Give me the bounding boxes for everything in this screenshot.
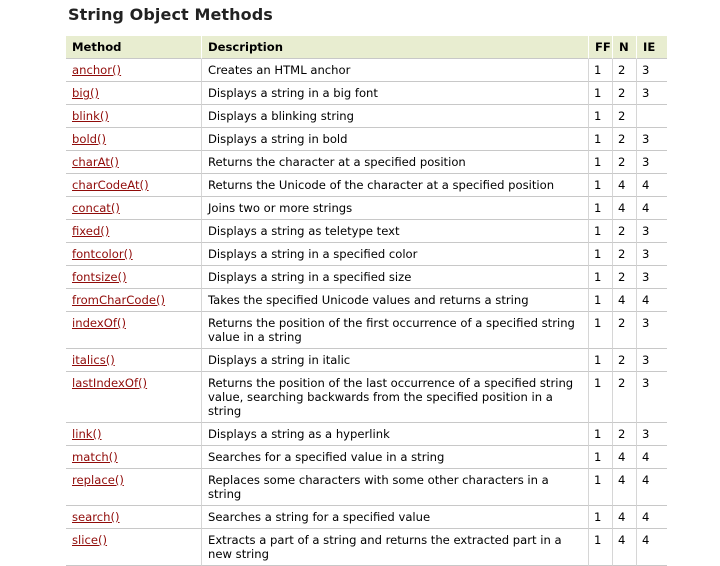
ff-version-cell: 1 bbox=[589, 82, 613, 105]
method-link[interactable]: slice() bbox=[72, 533, 108, 547]
ie-version-cell: 3 bbox=[637, 82, 667, 105]
method-link[interactable]: big() bbox=[72, 86, 99, 100]
method-link[interactable]: concat() bbox=[72, 201, 120, 215]
table-row bbox=[66, 469, 667, 506]
ff-version-cell: 1 bbox=[589, 151, 613, 174]
table-row bbox=[66, 506, 667, 529]
ff-version-cell: 1 bbox=[589, 529, 613, 566]
n-version-cell: 4 bbox=[613, 469, 637, 506]
method-cell bbox=[66, 529, 202, 566]
method-link[interactable]: blink() bbox=[72, 109, 109, 123]
table-row bbox=[66, 243, 667, 266]
n-version-cell: 4 bbox=[613, 446, 637, 469]
description-cell: Displays a blinking string bbox=[202, 105, 589, 128]
ie-version-cell: 4 bbox=[637, 197, 667, 220]
method-cell bbox=[66, 349, 202, 372]
ie-version-cell: 3 bbox=[637, 220, 667, 243]
n-version-cell: 4 bbox=[613, 174, 637, 197]
description-cell: Replaces some characters with some other characters in a string bbox=[202, 469, 589, 506]
table-row bbox=[66, 220, 667, 243]
method-link[interactable]: charCodeAt() bbox=[72, 178, 149, 192]
n-version-cell: 2 bbox=[613, 243, 637, 266]
method-link[interactable]: fromCharCode() bbox=[72, 293, 166, 307]
n-version-cell: 2 bbox=[613, 423, 637, 446]
method-link[interactable]: match() bbox=[72, 450, 118, 464]
method-cell bbox=[66, 266, 202, 289]
n-version-cell: 2 bbox=[613, 266, 637, 289]
method-link[interactable]: fixed() bbox=[72, 224, 110, 238]
ie-version-cell: 4 bbox=[637, 529, 667, 566]
description-cell: Takes the specified Unicode values and returns a string bbox=[202, 289, 589, 312]
header-n: N bbox=[613, 36, 637, 59]
description-cell: Returns the Unicode of the character at a specified position bbox=[202, 174, 589, 197]
table-row bbox=[66, 174, 667, 197]
ff-version-cell: 1 bbox=[589, 289, 613, 312]
table-row bbox=[66, 312, 667, 349]
description-cell: Returns the position of the first occurrence of a specified string value in a string bbox=[202, 312, 589, 349]
method-cell bbox=[66, 105, 202, 128]
ie-version-cell: 4 bbox=[637, 506, 667, 529]
method-cell bbox=[66, 312, 202, 349]
n-version-cell: 2 bbox=[613, 59, 637, 82]
description-cell: Returns the character at a specified position bbox=[202, 151, 589, 174]
method-link[interactable]: link() bbox=[72, 427, 102, 441]
ie-version-cell: 4 bbox=[637, 174, 667, 197]
description-cell: Displays a string in italic bbox=[202, 349, 589, 372]
description-cell: Displays a string in bold bbox=[202, 128, 589, 151]
n-version-cell: 2 bbox=[613, 105, 637, 128]
ie-version-cell: 3 bbox=[637, 312, 667, 349]
table-row bbox=[66, 105, 667, 128]
table-row bbox=[66, 151, 667, 174]
ff-version-cell: 1 bbox=[589, 197, 613, 220]
header-ff: FF bbox=[589, 36, 613, 59]
description-cell: Displays a string in a specified color bbox=[202, 243, 589, 266]
method-cell bbox=[66, 174, 202, 197]
ff-version-cell: 1 bbox=[589, 469, 613, 506]
table-row bbox=[66, 423, 667, 446]
table-row bbox=[66, 446, 667, 469]
table-row bbox=[66, 266, 667, 289]
method-cell bbox=[66, 128, 202, 151]
ff-version-cell: 1 bbox=[589, 220, 613, 243]
ff-version-cell: 1 bbox=[589, 243, 613, 266]
table-row bbox=[66, 529, 667, 566]
string-methods-table bbox=[66, 36, 667, 566]
method-cell bbox=[66, 423, 202, 446]
n-version-cell: 4 bbox=[613, 506, 637, 529]
method-cell bbox=[66, 469, 202, 506]
method-link[interactable]: charAt() bbox=[72, 155, 119, 169]
ff-version-cell: 1 bbox=[589, 446, 613, 469]
n-version-cell: 2 bbox=[613, 151, 637, 174]
table-row bbox=[66, 289, 667, 312]
description-cell: Returns the position of the last occurrence of a specified string value, searching backwards from the specified position in a string bbox=[202, 372, 589, 423]
n-version-cell: 2 bbox=[613, 128, 637, 151]
n-version-cell: 4 bbox=[613, 529, 637, 566]
table-row bbox=[66, 59, 667, 82]
description-cell: Displays a string in a specified size bbox=[202, 266, 589, 289]
ie-version-cell: 3 bbox=[637, 266, 667, 289]
method-cell bbox=[66, 82, 202, 105]
ie-version-cell: 4 bbox=[637, 446, 667, 469]
description-cell: Searches for a specified value in a string bbox=[202, 446, 589, 469]
description-cell: Displays a string in a big font bbox=[202, 82, 589, 105]
ie-version-cell: 3 bbox=[637, 128, 667, 151]
method-cell bbox=[66, 59, 202, 82]
ff-version-cell: 1 bbox=[589, 59, 613, 82]
method-link[interactable]: fontsize() bbox=[72, 270, 127, 284]
ie-version-cell: 4 bbox=[637, 289, 667, 312]
table-row bbox=[66, 349, 667, 372]
page-title: String Object Methods bbox=[68, 5, 273, 24]
method-link[interactable]: lastIndexOf() bbox=[72, 376, 148, 390]
ff-version-cell: 1 bbox=[589, 105, 613, 128]
ff-version-cell: 1 bbox=[589, 372, 613, 423]
table-body bbox=[66, 59, 667, 566]
n-version-cell: 4 bbox=[613, 197, 637, 220]
ff-version-cell: 1 bbox=[589, 506, 613, 529]
table-row bbox=[66, 197, 667, 220]
methods-table-container bbox=[66, 36, 667, 566]
method-cell bbox=[66, 506, 202, 529]
n-version-cell: 2 bbox=[613, 349, 637, 372]
ff-version-cell: 1 bbox=[589, 266, 613, 289]
method-link[interactable]: anchor() bbox=[72, 63, 122, 77]
header-ie: IE bbox=[637, 36, 667, 59]
ff-version-cell: 1 bbox=[589, 312, 613, 349]
description-cell: Displays a string as teletype text bbox=[202, 220, 589, 243]
method-cell bbox=[66, 372, 202, 423]
ie-version-cell: 4 bbox=[637, 469, 667, 506]
description-cell: Extracts a part of a string and returns the extracted part in a new string bbox=[202, 529, 589, 566]
table-row bbox=[66, 372, 667, 423]
method-link[interactable]: italics() bbox=[72, 353, 115, 367]
method-cell bbox=[66, 151, 202, 174]
ie-version-cell: 3 bbox=[637, 59, 667, 82]
description-cell: Displays a string as a hyperlink bbox=[202, 423, 589, 446]
description-cell: Creates an HTML anchor bbox=[202, 59, 589, 82]
method-cell bbox=[66, 446, 202, 469]
method-cell bbox=[66, 197, 202, 220]
method-cell bbox=[66, 220, 202, 243]
ff-version-cell: 1 bbox=[589, 174, 613, 197]
method-link[interactable]: replace() bbox=[72, 473, 124, 487]
header-method: Method bbox=[66, 36, 202, 59]
table-row bbox=[66, 82, 667, 105]
ff-version-cell: 1 bbox=[589, 349, 613, 372]
ie-version-cell: 3 bbox=[637, 423, 667, 446]
method-cell bbox=[66, 243, 202, 266]
ff-version-cell: 1 bbox=[589, 423, 613, 446]
method-cell bbox=[66, 289, 202, 312]
ie-version-cell: 3 bbox=[637, 349, 667, 372]
table-header-row bbox=[66, 36, 667, 59]
description-cell: Searches a string for a specified value bbox=[202, 506, 589, 529]
method-link[interactable]: indexOf() bbox=[72, 316, 126, 330]
ie-version-cell: 3 bbox=[637, 243, 667, 266]
description-cell: Joins two or more strings bbox=[202, 197, 589, 220]
method-link[interactable]: bold() bbox=[72, 132, 107, 146]
header-description: Description bbox=[202, 36, 589, 59]
ff-version-cell: 1 bbox=[589, 128, 613, 151]
n-version-cell: 2 bbox=[613, 220, 637, 243]
method-link[interactable]: search() bbox=[72, 510, 120, 524]
table-row bbox=[66, 128, 667, 151]
ie-version-cell: 3 bbox=[637, 151, 667, 174]
ie-version-cell bbox=[637, 105, 667, 128]
n-version-cell: 2 bbox=[613, 82, 637, 105]
n-version-cell: 2 bbox=[613, 312, 637, 349]
n-version-cell: 4 bbox=[613, 289, 637, 312]
ie-version-cell: 3 bbox=[637, 372, 667, 423]
method-link[interactable]: fontcolor() bbox=[72, 247, 133, 261]
n-version-cell: 2 bbox=[613, 372, 637, 423]
